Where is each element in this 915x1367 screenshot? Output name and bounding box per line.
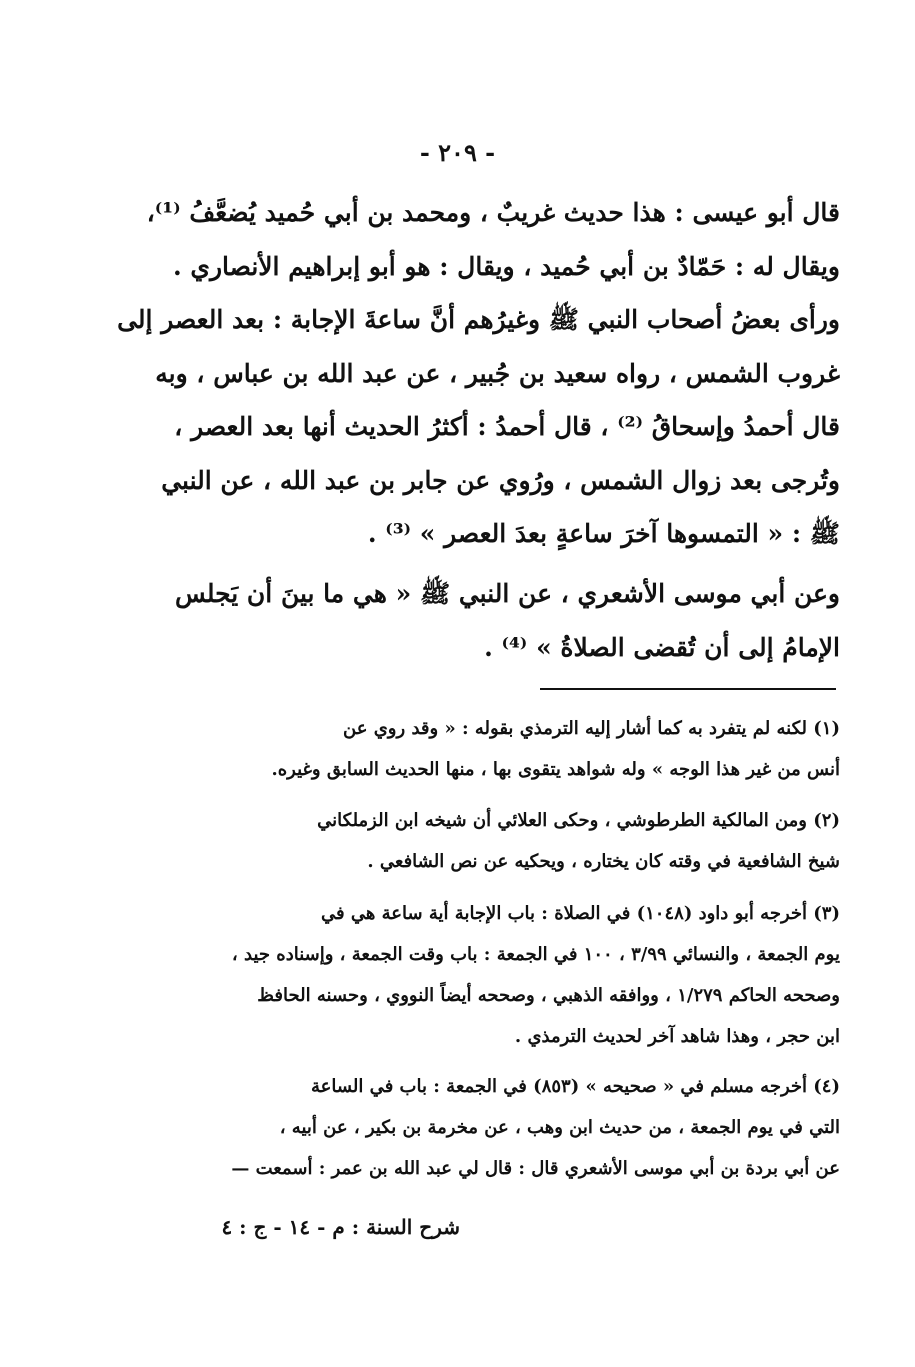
footnote-line: (٢) ومن المالكية الطرطوشي ، وحكى العلائي أن شيخه ابن الزملكاني — [317, 810, 840, 831]
text-line: وتُرجى بعد زوال الشمس ، ورُوي عن جابر بن عبد الله ، عن النبي — [161, 465, 840, 495]
footnote-line: شيخ الشافعية في وقته كان يختاره ، ويحكيه عن نص الشافعي . — [367, 851, 840, 872]
footnote-3 — [180, 893, 840, 1057]
footnote-line: ابن حجر ، وهذا شاهد آخر لحديث الترمذي . — [514, 1026, 840, 1047]
footnote-4 — [180, 1066, 840, 1189]
text-line: قال أبو عيسى : هذا حديث غريبٌ ، ومحمد بن أبي حُميد يُضعَّفُ ⁽¹⁾، — [146, 198, 840, 227]
footnote-line: (٤) أخرجه مسلم في « صحيحه » (٨٥٣) في الجمعة : باب في الساعة — [311, 1076, 840, 1097]
footnote-line: (٣) أخرجه أبو داود (١٠٤٨) في الصلاة : باب الإجابة أية ساعة هي في — [321, 903, 840, 924]
footnote-line: وصححه الحاكم ١/٢٧٩ ، ووافقه الذهبي ، وصححه أيضاً النووي ، وحسنه الحافظ — [257, 985, 840, 1006]
text-line: قال أحمدُ وإسحاقُ ⁽²⁾ ، قال أحمدُ : أكثرُ الحديث أنها بعد العصر ، — [174, 412, 840, 441]
text-line: وعن أبي موسى الأشعري ، عن النبي ﷺ « هي ما بينَ أن يَجلس — [174, 579, 840, 608]
footnote-line: التي في يوم الجمعة ، من حديث ابن وهب ، عن مخرمة بن بكير ، عن أبيه ، — [279, 1117, 840, 1138]
footnote-separator — [540, 688, 836, 690]
text-line: غروب الشمس ، رواه سعيد بن جُبير ، عن عبد الله بن عباس ، وبه — [155, 358, 840, 388]
footnote-line: عن أبي بردة بن أبي موسى الأشعري قال : قال لي عبد الله بن عمر : أسمعت — — [231, 1158, 840, 1179]
text-line: ورأى بعضُ أصحاب النبي ﷺ وغيرُهم أنَّ ساعةَ الإجابة : بعد العصر إلى — [117, 305, 840, 334]
body-paragraph-2 — [174, 567, 840, 674]
text-line: ويقال له : حَمّادٌ بن أبي حُميد ، ويقال : هو أبو إبراهيم الأنصاري . — [172, 251, 840, 281]
footnote-2 — [180, 800, 840, 882]
footnote-line: (١) لكنه لم يتفرد به كما أشار إليه الترمذي بقوله : « وقد روي عن — [343, 718, 840, 739]
footnote-line: أنس من غير هذا الوجه » وله شواهد يتقوى بها ، منها الحديث السابق وغيره. — [271, 759, 840, 780]
text-line: ﷺ : « التمسوها آخرَ ساعةٍ بعدَ العصر » ⁽³⁾ . — [367, 519, 840, 548]
body-paragraph-1 — [117, 186, 840, 561]
footnote-1 — [180, 708, 840, 790]
text-line: الإمامُ إلى أن تُقضى الصلاةُ » ⁽⁴⁾ . — [484, 632, 840, 662]
footnote-line: يوم الجمعة ، والنسائي ٣/٩٩ ، ١٠٠ في الجمعة : باب وقت الجمعة ، وإسناده جيد ، — [231, 944, 840, 965]
page-number: - ٢٠٩ - — [419, 138, 496, 167]
signature-footer: شرح السنة : م - ١٤ - ج : ٤ — [221, 1215, 460, 1239]
